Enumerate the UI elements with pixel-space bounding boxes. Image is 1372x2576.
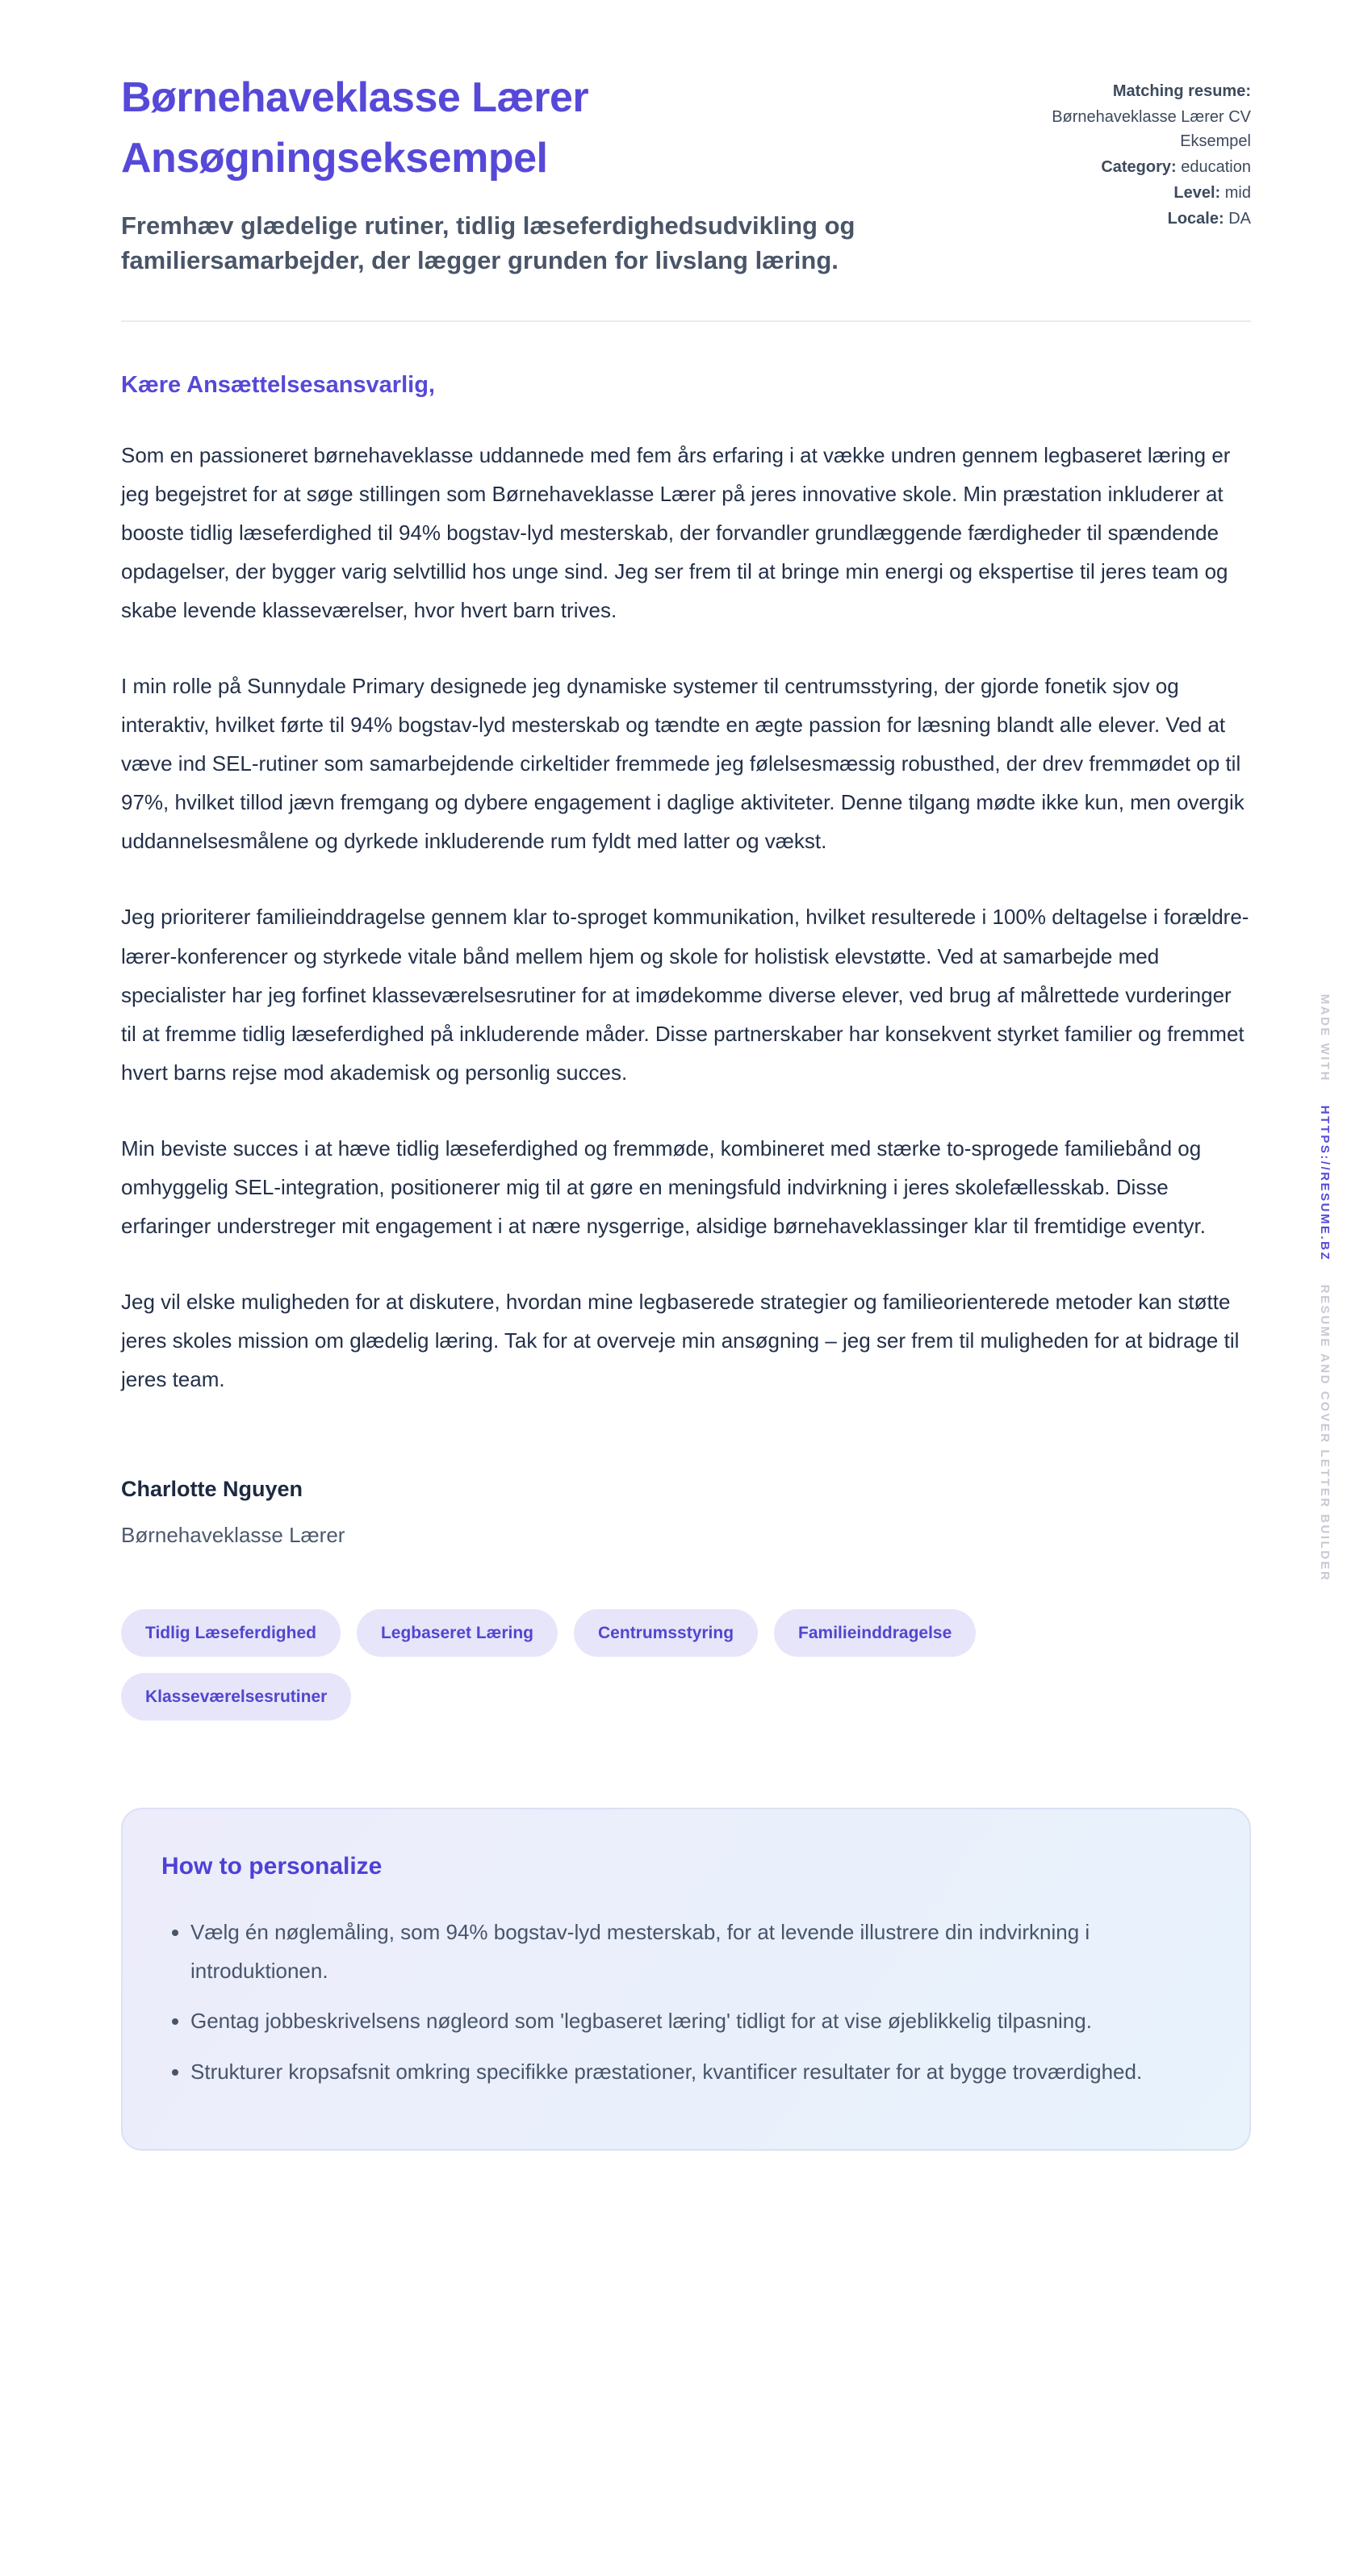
meta-level-label: Level: — [1173, 184, 1221, 202]
tag-pill[interactable]: Centrumsstyring — [574, 1609, 758, 1657]
page-header — [121, 68, 1251, 278]
meta-locale-label: Locale: — [1167, 210, 1224, 228]
meta-category-label: Category: — [1101, 158, 1177, 176]
meta-matching-resume-value: Børnehaveklasse Lærer CV Eksempel — [1052, 108, 1251, 150]
tip-item: • Gentag jobbeskrivelsens nøgleord som 'legbaseret læring' tidligt for at vise øjeblikkelig tilpasning. — [190, 2001, 1211, 2040]
letter-paragraph: I min rolle på Sunnydale Primary designede jeg dynamiske systemer til centrumsstyring, der gjorde fonetik sjov og interaktiv, hvilket førte til 94% bogstav-lyd mesterskab og tændte en ægte passion for læsning blandt alle elever. Ved at væve ind SEL-rutiner som samarbejdende cirkeltider fremmede jeg følelsesmæssig robusthed, der drev fremmødet op til 97%, hvilket tillod jævn fremgang og dybere engagement i daglige aktiviteter. Denne tilgang mødte ikke kun, men overgik uddannelsesmålene og dyrkede inkluderende rum fyldt med latter og vækst. — [121, 674, 1244, 854]
tag-list — [121, 1609, 1130, 1721]
page-title: Børnehaveklasse Lærer Ansøgningseksempel — [121, 74, 589, 182]
meta-level-row — [999, 181, 1251, 205]
letter-section — [121, 372, 1251, 1548]
tag-pill[interactable]: Legbaseret Læring — [357, 1609, 558, 1657]
meta-panel — [999, 68, 1251, 232]
tip-item: • Vælg én nøglemåling, som 94% bogstav-lyd mesterskab, for at levende illustrere din indvirkning i introduktionen. — [190, 1913, 1211, 1990]
meta-locale-row — [999, 207, 1251, 231]
header-title-block — [121, 68, 928, 278]
letter-paragraph: Jeg vil elske muligheden for at diskutere, hvordan mine legbaserede strategier og familieorienterede metoder kan støtte jeres skoles mission om glædelig læring. Tak for at overveje min ansøgning – jeg ser frem til muligheden for at bidrage til jeres team. — [121, 1290, 1240, 1392]
page-subtitle: Fremhæv glædelige rutiner, tidlig læseferdighedsudvikling og familiersamarbejder, der lægger grunden for livslang læring. — [121, 211, 855, 275]
meta-category-row — [999, 155, 1251, 179]
letter-paragraph: Som en passioneret børnehaveklasse uddannede med fem års erfaring i at vække undren gennem legbaseret læring er jeg begejstret for at søge stillingen som Børnehaveklasse Lærer på jeres innovative skole. Min præstation inkluderer at booste tidlig læseferdighed til 94% bogstav-lyd mesterskab, der forvandler grundlæggende færdigheder til spændende opdagelser, der bygger varig selvtillid hos unge sind. Jeg ser frem til at bringe min energi og ekspertise til jeres team og skabe levende klasseværelser, hvor hvert barn trives. — [121, 442, 1231, 622]
made-with-ribbon — [1318, 985, 1332, 1591]
tag-pill[interactable]: Familieinddragelse — [774, 1609, 976, 1657]
header-divider — [121, 320, 1251, 322]
signature-role: Børnehaveklasse Lærer — [121, 1522, 345, 1547]
cover-letter-page — [121, 0, 1251, 2151]
ribbon-made-with-text: MADE WITH — [1318, 993, 1332, 1082]
meta-level-value: mid — [1224, 184, 1251, 202]
tag-pill[interactable]: Klasseværelsesrutiner — [121, 1673, 351, 1721]
personalize-box — [121, 1808, 1251, 2150]
ribbon-builder-text: RESUME AND COVER LETTER BUILDER — [1318, 1284, 1332, 1583]
letter-body — [121, 436, 1251, 1399]
tip-item: • Strukturer kropsafsnit omkring specifikke præstationer, kvantificer resultater for at bygge troværdighed. — [190, 2052, 1211, 2091]
letter-paragraph: Jeg prioriterer familieinddragelse gennem klar to-sproget kommunikation, hvilket resulterede i 100% deltagelse i forældre-lærer-konferencer og styrkede vitale bånd mellem hjem og skole for holistisk elevstøtte. Ved at samarbejde med specialister har jeg forfinet klasseværelsesrutiner for at imødekomme diverse elever, ved brug af målrettede vurderinger til at fremme tidlig læseferdighed på inkluderende måder. Disse partnerskaber har konsekvent styrket familier og fremmet hvert barns rejse mod akademisk og personlig succes. — [121, 905, 1249, 1085]
letter-paragraph: Min beviste succes i at hæve tidlig læseferdighed og fremmøde, kombineret med stærke to-sprogede familiebånd og omhyggelig SEL-integration, positionerer mig til at gøre en meningsfuld indvirkning i jeres skolefællesskab. Disse erfaringer understreger mit engagement i at nære nysgerrige, alsidige børnehaveklassinger klar til fremtidige eventyr. — [121, 1135, 1206, 1239]
personalize-tips — [161, 1913, 1211, 2090]
signature-name: Charlotte Nguyen — [121, 1476, 303, 1501]
meta-category-value: education — [1181, 158, 1251, 176]
tag-pill[interactable]: Tidlig Læseferdighed — [121, 1609, 341, 1657]
meta-locale-value: DA — [1228, 210, 1251, 228]
resume-bz-link[interactable]: HTTPS://RESUME.BZ — [1318, 1105, 1332, 1261]
meta-matching-resume-label: Matching resume: — [1112, 82, 1251, 100]
personalize-title: How to personalize — [161, 1853, 383, 1880]
letter-greeting: Kære Ansættelsesansvarlig, — [121, 371, 435, 398]
